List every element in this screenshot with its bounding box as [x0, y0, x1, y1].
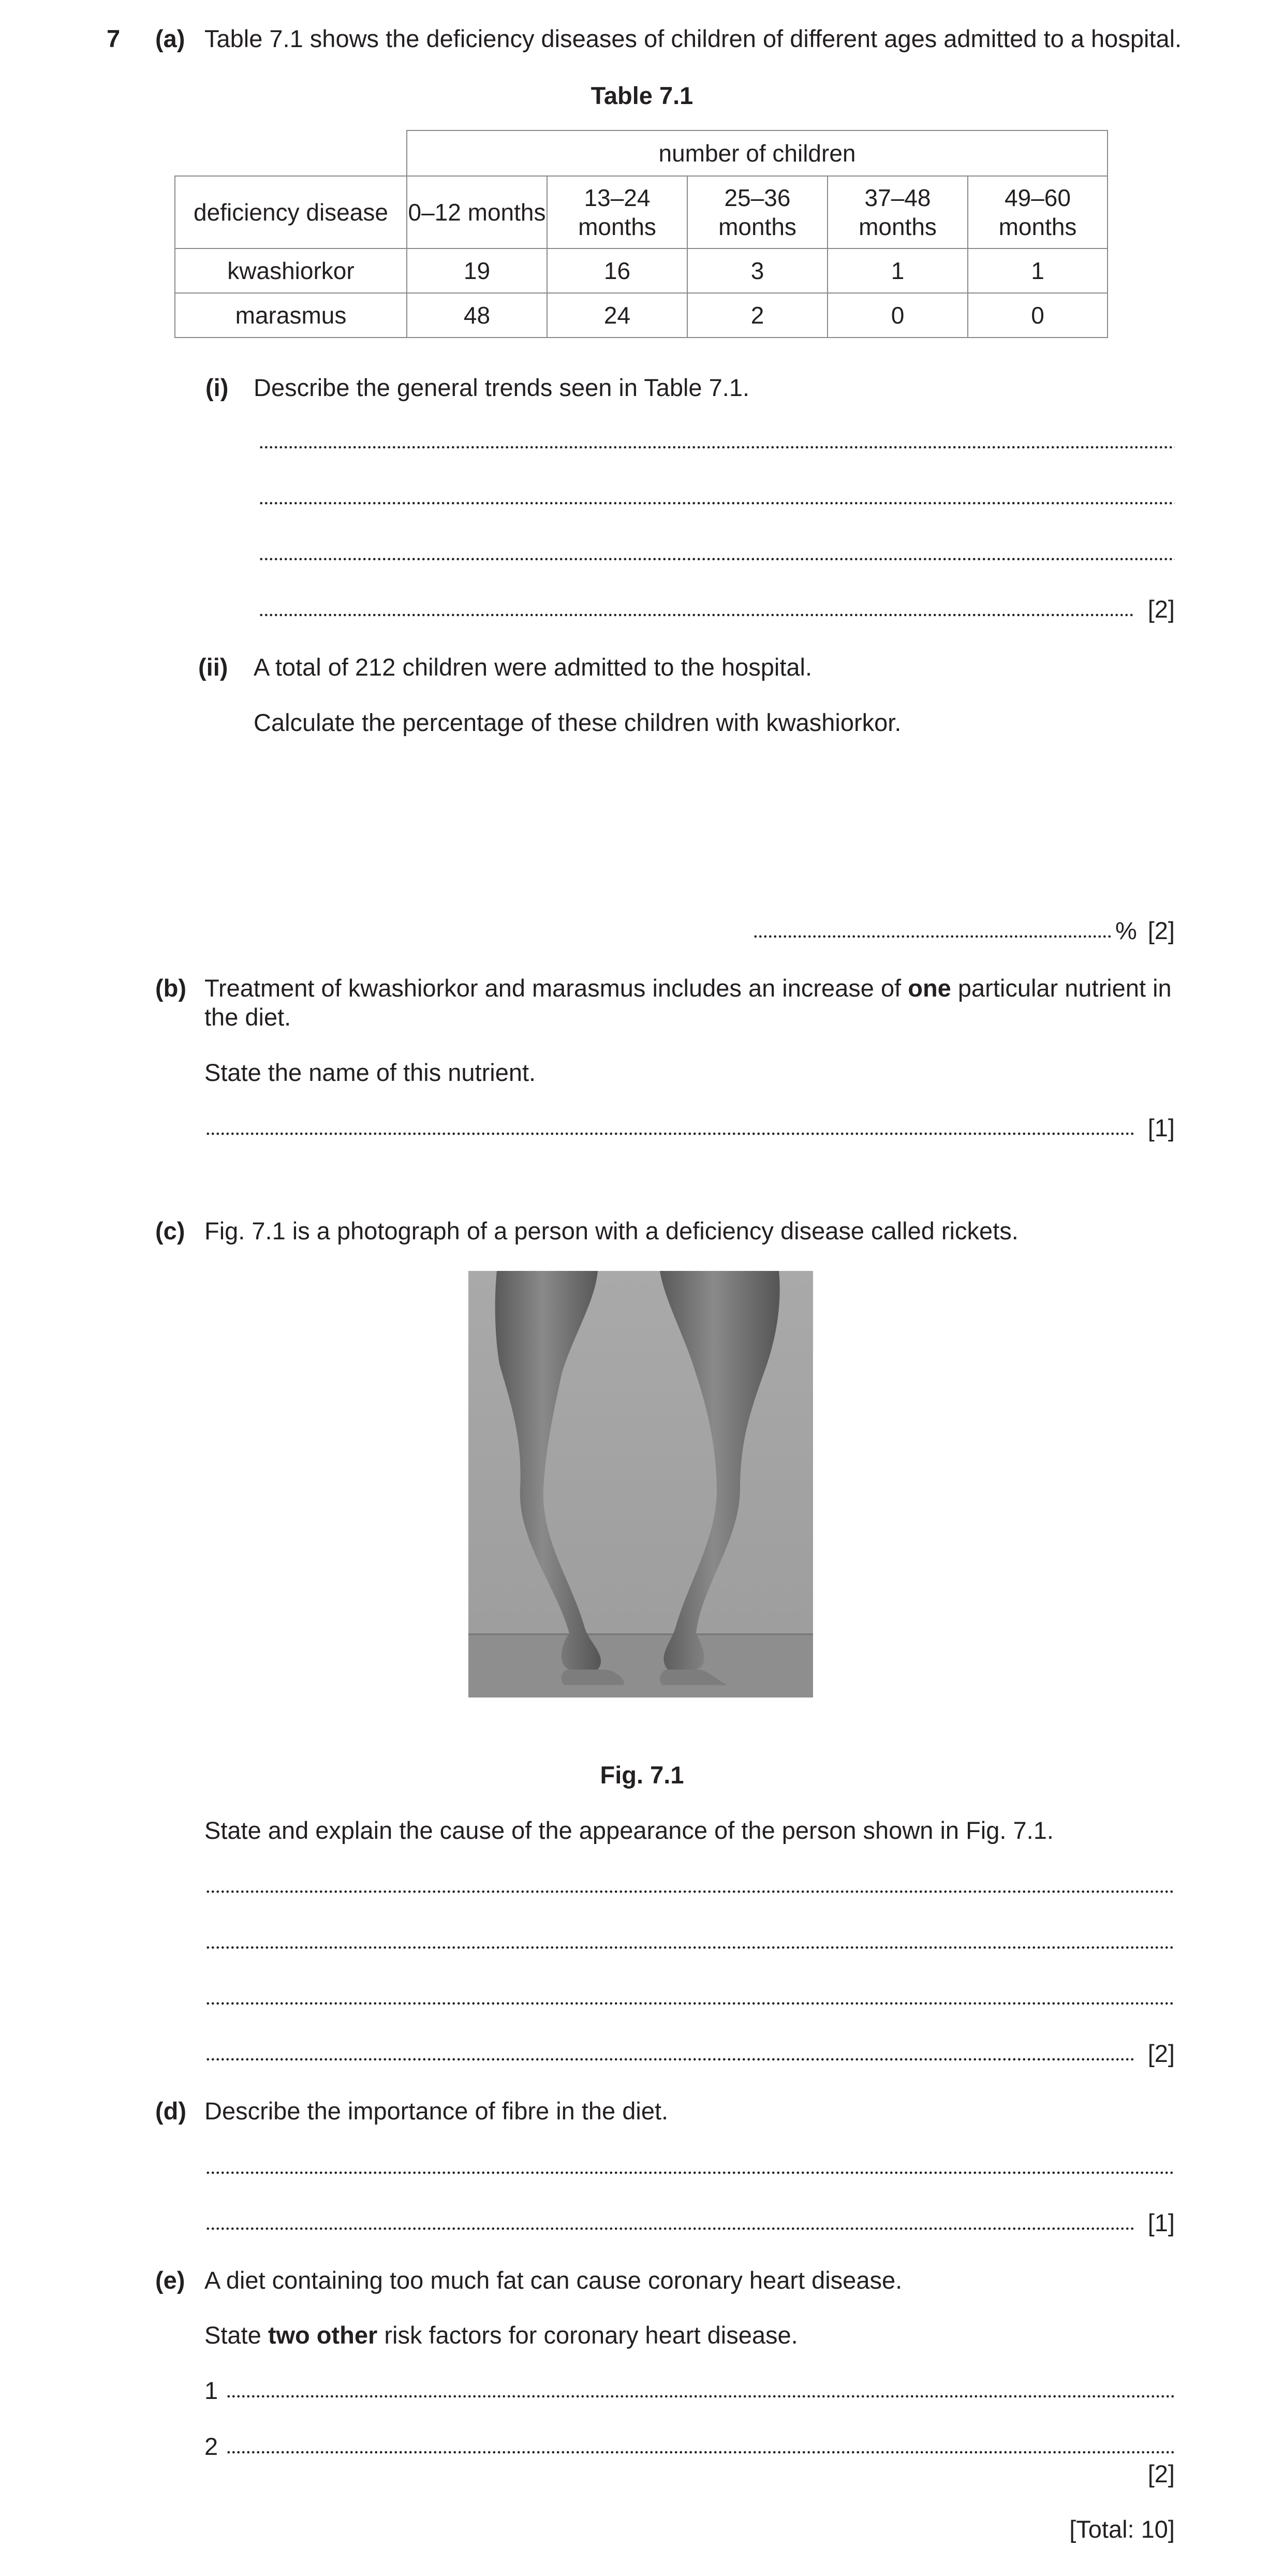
total-marks: [Total: 10]: [1069, 2515, 1175, 2543]
rickets-photograph: [468, 1271, 813, 1697]
answer-line[interactable]: [259, 557, 1175, 561]
answer-line[interactable]: [205, 2001, 1175, 2006]
table-cell: 48: [407, 293, 547, 338]
marks-a-i: [2]: [1147, 595, 1175, 623]
table-corner-cell: [175, 130, 407, 176]
table-cell: 0: [968, 293, 1108, 338]
table-column-header: 0–12 months: [407, 176, 547, 248]
table-cell: 1: [968, 248, 1108, 293]
part-e-instruction-end: risk factors for coronary heart disease.: [377, 2321, 798, 2349]
part-c-text: Fig. 7.1 is a photograph of a person with a deficiency disease called rickets.: [204, 1217, 1019, 1245]
table-column-header: 25–36 months: [687, 176, 828, 248]
part-e-instruction-bold: two other: [268, 2321, 378, 2349]
table-row-label: marasmus: [175, 293, 407, 338]
answer-line[interactable]: [205, 1945, 1175, 1950]
deficiency-table: [174, 130, 1108, 338]
part-e-instruction-start: State: [204, 2321, 268, 2349]
table-column-header: 49–60 months: [968, 176, 1108, 248]
part-a-text: Table 7.1 shows the deficiency diseases of children of different ages admitted to a hospital.: [204, 25, 1182, 52]
answer-number-1: 1: [204, 2377, 218, 2404]
part-e-instruction: [204, 2320, 798, 2351]
sub-ii-text-2: Calculate the percentage of these children with kwashiorkor.: [254, 709, 902, 736]
marks-d: [1]: [1147, 2209, 1175, 2236]
sub-ii-label: (ii): [198, 653, 228, 681]
part-b-text: [204, 973, 1175, 1004]
part-c-instruction: State and explain the cause of the appearance of the person shown in Fig. 7.1.: [204, 1817, 1054, 1844]
table-column-header: 13–24 months: [547, 176, 687, 248]
table-span-header: number of children: [407, 130, 1108, 176]
table-row-header: deficiency disease: [175, 176, 407, 248]
part-e-text: A diet containing too much fat can cause coronary heart disease.: [204, 2266, 903, 2294]
answer-line[interactable]: [205, 1890, 1175, 1894]
part-e-label: (e): [155, 2266, 185, 2294]
table-cell: 1: [828, 248, 968, 293]
sub-i-text: Describe the general trends seen in Table 7.1.: [254, 374, 750, 401]
table-row: [175, 293, 1108, 338]
table-title: Table 7.1: [591, 82, 693, 109]
part-b-instruction: State the name of this nutrient.: [204, 1059, 536, 1086]
table-cell: 19: [407, 248, 547, 293]
part-b-text-end: particular nutrient in: [951, 974, 1172, 1002]
part-b-label: (b): [155, 974, 187, 1002]
marks-a-ii: [2]: [1147, 917, 1175, 944]
table-cell: 16: [547, 248, 687, 293]
answer-line[interactable]: [259, 501, 1175, 505]
marks-c: [2]: [1147, 2040, 1175, 2067]
answer-line[interactable]: [259, 613, 1133, 617]
marks-e: [2]: [1147, 2460, 1175, 2487]
part-a-label: (a): [155, 25, 185, 52]
part-b-text-line2: the diet.: [204, 1003, 291, 1031]
fig-caption: Fig. 7.1: [600, 1761, 684, 1789]
question-number: 7: [107, 25, 121, 52]
answer-line[interactable]: [205, 2171, 1175, 2175]
answer-line[interactable]: [205, 1132, 1133, 1136]
answer-line[interactable]: [753, 934, 1111, 939]
table-row-label: kwashiorkor: [175, 248, 407, 293]
part-b-text-start: Treatment of kwashiorkor and marasmus includes an increase of: [204, 974, 908, 1002]
table-cell: 24: [547, 293, 687, 338]
marks-b: [1]: [1147, 1114, 1175, 1141]
table-row: [175, 248, 1108, 293]
answer-line[interactable]: [205, 2227, 1133, 2231]
table-cell: 3: [687, 248, 828, 293]
part-d-label: (d): [155, 2097, 187, 2125]
answer-line[interactable]: [205, 2057, 1133, 2061]
answer-number-2: 2: [204, 2433, 218, 2460]
table-cell: 2: [687, 293, 828, 338]
percent-unit: %: [1115, 917, 1137, 944]
sub-ii-text-1: A total of 212 children were admitted to the hospital.: [254, 653, 813, 681]
sub-i-label: (i): [205, 374, 229, 401]
part-c-label: (c): [155, 1217, 185, 1245]
part-b-text-bold: one: [908, 974, 951, 1002]
legs-image: [468, 1271, 813, 1697]
part-d-text: Describe the importance of fibre in the diet.: [204, 2097, 669, 2125]
answer-line[interactable]: [259, 445, 1175, 449]
answer-line[interactable]: [226, 2394, 1175, 2398]
table-column-header: 37–48 months: [828, 176, 968, 248]
answer-line[interactable]: [226, 2450, 1175, 2454]
table-cell: 0: [828, 293, 968, 338]
